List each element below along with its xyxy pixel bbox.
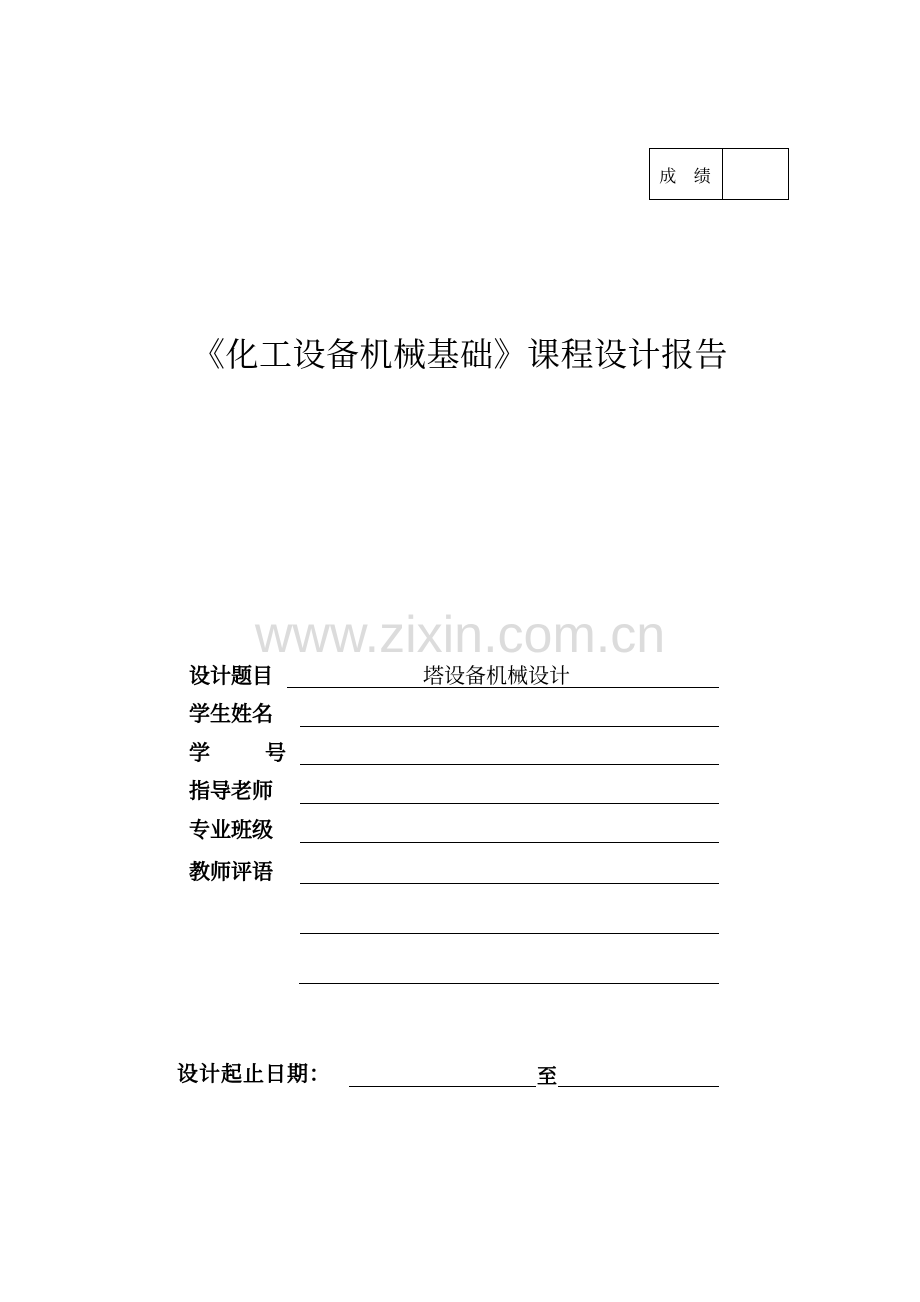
student-name-label: 学生姓名 [189, 702, 273, 726]
topic-value: 塔设备机械设计 [423, 664, 570, 688]
date-to-label: 至 [537, 1064, 557, 1088]
teacher-comment-line-1 [300, 883, 719, 884]
teacher-comment-line-2 [300, 933, 719, 934]
student-id-label-char-2: 号 [265, 741, 286, 765]
major-class-label: 专业班级 [189, 818, 273, 842]
teacher-comment-line-3 [299, 983, 719, 984]
start-date-line [349, 1086, 536, 1087]
watermark: www.zixin.com.cn [254, 606, 666, 664]
teacher-comment-label: 教师评语 [189, 860, 273, 884]
score-value-cell [723, 149, 788, 199]
topic-label: 设计题目 [189, 664, 273, 688]
student-name-line [300, 726, 719, 727]
score-label: 成 绩 [650, 149, 723, 199]
student-id-line [300, 764, 719, 765]
page-title: 《化工设备机械基础》课程设计报告 [192, 335, 728, 374]
score-box [649, 148, 789, 200]
advisor-label: 指导老师 [189, 779, 273, 803]
major-class-line [300, 842, 719, 843]
end-date-line [558, 1086, 719, 1087]
advisor-line [300, 803, 719, 804]
design-dates-label: 设计起止日期： [177, 1062, 331, 1086]
student-id-label-char-1: 学 [189, 741, 210, 765]
student-id-label [189, 739, 286, 767]
